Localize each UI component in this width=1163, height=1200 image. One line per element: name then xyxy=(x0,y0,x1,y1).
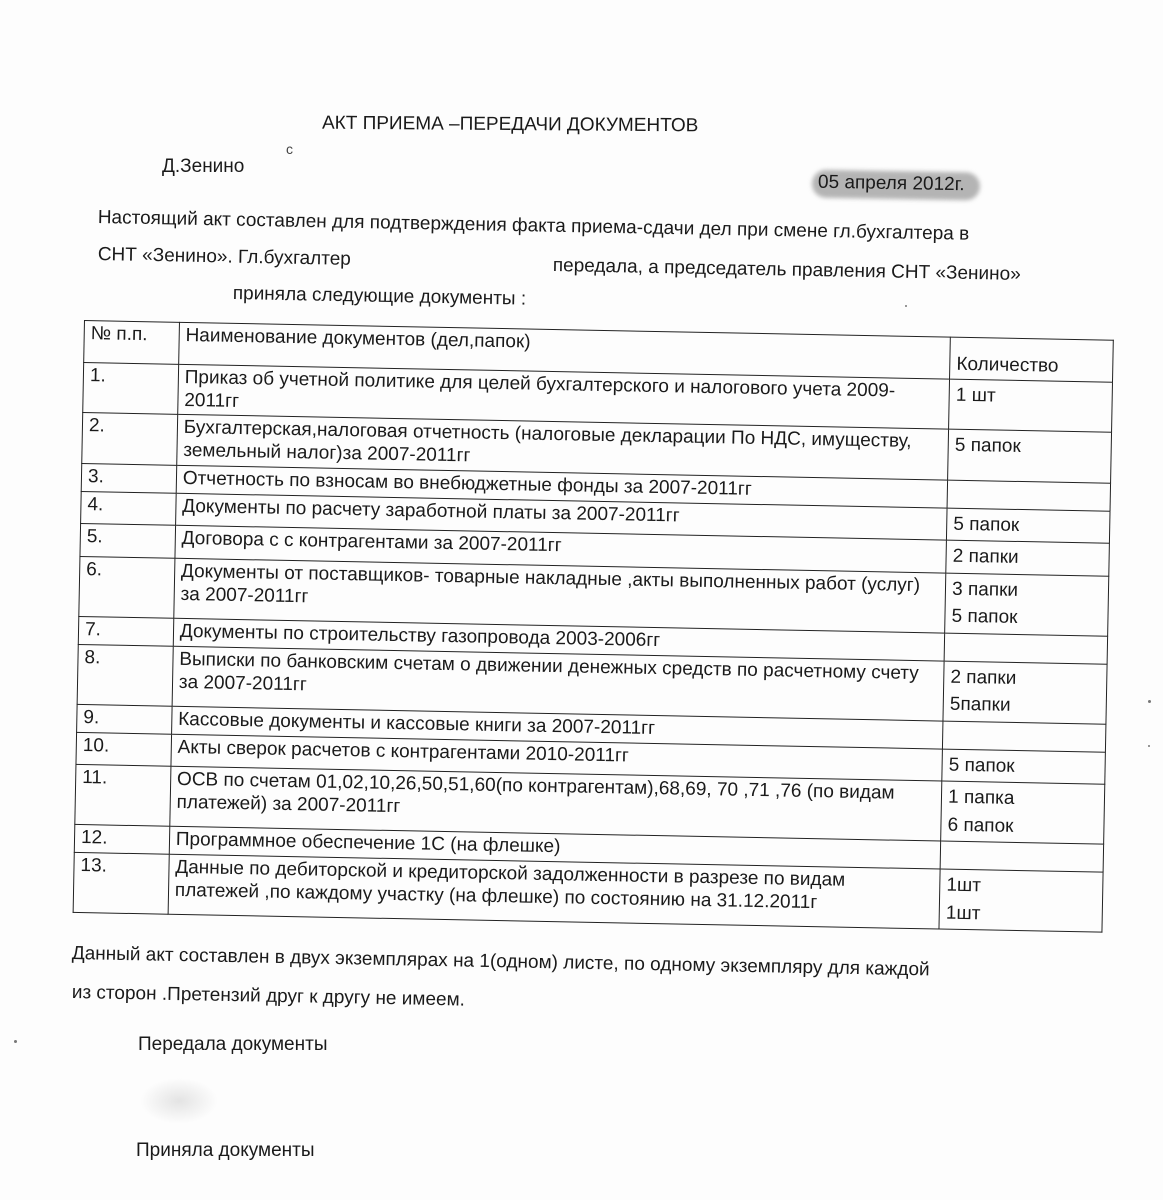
row-quantity: 1 шт xyxy=(955,384,996,407)
row-quantity-cell xyxy=(948,430,1112,484)
scan-speck xyxy=(1148,700,1151,703)
header-quantity: Количество xyxy=(956,353,1059,377)
row-number: 8. xyxy=(77,644,173,706)
footer-line-2: из сторон .Претензий друг к другу не имеем. xyxy=(71,982,466,1011)
document-date-block xyxy=(818,172,965,197)
row-document-name: Акты сверок расчетов с контрагентами 2010-2011гг xyxy=(171,734,943,781)
row-quantity: 1шт xyxy=(945,902,981,924)
header-number: № п.п. xyxy=(84,321,180,365)
handwritten-mark: с xyxy=(286,141,293,157)
row-quantity-cell xyxy=(943,721,1106,752)
row-quantity-cell xyxy=(949,379,1113,433)
row-number: 1. xyxy=(83,362,179,414)
intro-line-1: Настоящий акт составлен для подтверждения факта приема-сдачи дел при смене гл.бухгалтера в xyxy=(97,207,970,245)
row-quantity: 3 папки xyxy=(951,578,1019,601)
row-quantity-cell xyxy=(947,508,1110,544)
row-number: 2. xyxy=(82,413,178,465)
intro-line-3: приняла следующие документы : xyxy=(232,283,527,310)
row-quantity: 5папки xyxy=(949,694,1011,717)
row-number: 10. xyxy=(76,732,171,766)
row-quantity-cell xyxy=(941,781,1105,844)
faint-stamp xyxy=(140,1078,218,1124)
row-quantity: 1 папка xyxy=(947,786,1015,810)
intro-line-2-end: передала, а председатель правления СНТ «Зенино» xyxy=(552,255,1021,285)
row-number: 12. xyxy=(74,825,169,855)
row-document-name: Документы по расчету заработной платы за 2007-2011гг xyxy=(175,493,947,540)
header-quantity-cell xyxy=(950,337,1114,382)
row-quantity-cell xyxy=(945,573,1109,636)
row-document-name: Кассовые документы и кассовые книги за 2007-2011гг xyxy=(171,706,943,749)
row-number: 9. xyxy=(77,704,172,734)
row-number: 3. xyxy=(81,463,176,493)
row-quantity xyxy=(947,844,1097,847)
row-quantity: 2 папки xyxy=(952,546,1019,569)
document-date: 05 апреля 2012г. xyxy=(817,171,965,196)
row-document-name: Бухгалтерская,налоговая отчетность (налоговые декларации По НДС, имуществу, земельный налог)за 2007-2011гг xyxy=(177,415,949,480)
scan-speck xyxy=(14,1040,17,1043)
row-document-name: Договора с с контрагентами за 2007-2011гг xyxy=(175,526,947,573)
signature-gave-label: Передала документы xyxy=(138,1034,328,1055)
row-number: 11. xyxy=(75,765,171,827)
row-number: 4. xyxy=(81,491,176,525)
row-document-name: Документы от поставщиков- товарные накладные ,акты выполненных работ (услуг) за 2007-2011гг xyxy=(174,558,946,633)
row-number: 5. xyxy=(80,524,175,558)
row-quantity-cell xyxy=(942,749,1105,785)
row-quantity: 1шт xyxy=(946,874,982,897)
row-quantity: 6 папок xyxy=(947,814,1014,837)
document-title: АКТ ПРИЕМА –ПЕРЕДАЧИ ДОКУМЕНТОВ xyxy=(321,112,699,137)
signature-received-label: Приняла документы xyxy=(136,1140,315,1161)
row-document-name: Отчетность по взносам во внебюджетные фонды за 2007-2011гг xyxy=(176,465,948,508)
row-quantity xyxy=(950,724,1100,727)
row-quantity xyxy=(951,636,1101,639)
row-number: 6. xyxy=(79,556,175,618)
row-quantity-cell xyxy=(940,841,1103,872)
row-quantity-cell xyxy=(947,480,1110,511)
row-quantity: 2 папки xyxy=(950,666,1017,689)
row-number: 13. xyxy=(73,853,169,915)
row-quantity-cell xyxy=(944,633,1107,664)
row-document-name: Программное обеспечение 1С (на флешке) xyxy=(169,827,941,870)
row-quantity: 5 папок xyxy=(953,513,1020,536)
row-quantity xyxy=(954,483,1104,486)
row-quantity-cell xyxy=(939,869,1103,932)
row-quantity-cell xyxy=(946,540,1109,576)
documents-table-wrap xyxy=(73,320,1114,933)
row-quantity: 5 папок xyxy=(954,435,1021,458)
row-quantity: 5 папок xyxy=(948,754,1015,777)
footer-line-1: Данный акт составлен в двух экземплярах на 1(одном) листе, по одному экземпляру для каждой xyxy=(71,943,930,981)
row-quantity: 5 папок xyxy=(951,606,1018,629)
row-document-name: ОСВ по счетам 01,02,10,26,50,51,60(по контрагентам),68,69, 70 ,71 ,76 (по видам платежей) за 2007-2011гг xyxy=(170,766,942,841)
scan-speck xyxy=(1148,745,1150,747)
row-document-name: Документы по строительству газопровода 2003-2006гг xyxy=(173,618,945,661)
intro-line-2-start: СНТ «Зенино». Гл.бухгалтер xyxy=(97,244,352,270)
row-document-name: Выписки по банковским счетам о движении денежных средств по расчетному счету за 2007-2011гг xyxy=(172,646,944,721)
row-quantity-cell xyxy=(943,661,1107,724)
row-number: 7. xyxy=(78,616,173,646)
row-document-name: Данные по дебиторской и кредиторской задолженности в разрезе по видам платежей ,по каждому участку (на флешке) по состоянию на 31.12.2011г xyxy=(168,854,940,929)
header-name: Наименование документов (дел,папок) xyxy=(178,322,950,379)
place-name: Д.Зенино xyxy=(162,156,245,177)
documents-table xyxy=(73,320,1114,933)
row-document-name: Приказ об учетной политике для целей бухгалтерского и налогового учета 2009-2011гг xyxy=(178,364,950,429)
scan-speck xyxy=(905,305,907,307)
